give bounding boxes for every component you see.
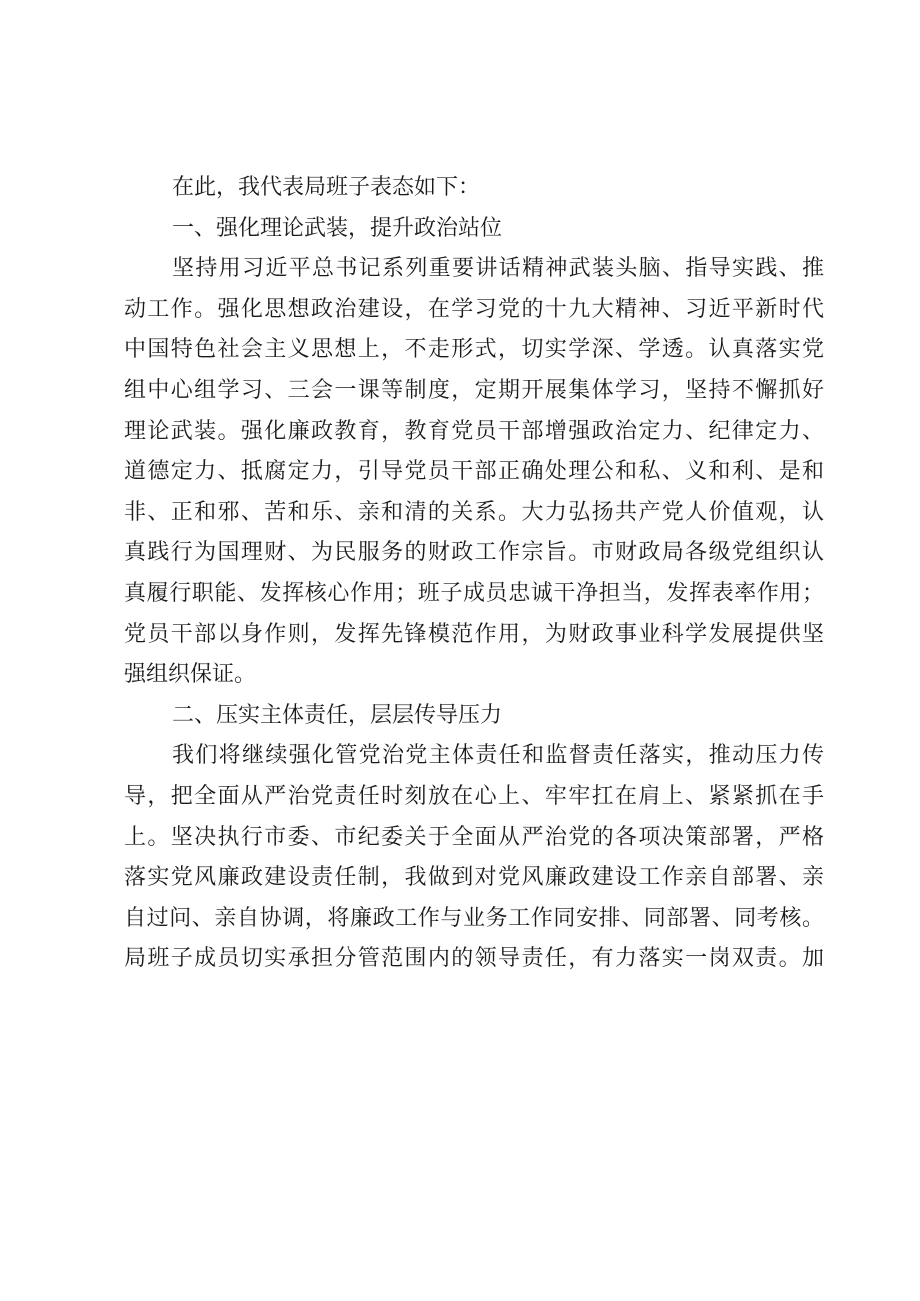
- paragraph-line: 非、正和邪、苦和乐、亲和清的关系。大力弘扬共产党人价值观，认: [124, 499, 824, 525]
- paragraph-line: 党员干部以身作则，发挥先锋模范作用，为财政事业科学发展提供坚: [124, 621, 824, 647]
- paragraph-line: 局班子成员切实承担分管范围内的领导责任，有力落实一岗双责。加: [124, 946, 824, 972]
- paragraph-line: 组中心组学习、三会一课等制度，定期开展集体学习，坚持不懈抓好: [124, 377, 824, 403]
- paragraph-line: 坚持用习近平总书记系列重要讲话精神武装头脑、指导实践、推: [172, 256, 824, 282]
- paragraph-line: 我们将继续强化管党治党主体责任和监督责任落实，推动压力传: [172, 743, 824, 769]
- paragraph-line: 落实党风廉政建设责任制，我做到对党风廉政建设工作亲自部署、亲: [124, 865, 824, 891]
- paragraph-line: 道德定力、抵腐定力，引导党员干部正确处理公和私、义和利、是和: [124, 459, 824, 485]
- paragraph-line: 理论武装。强化廉政教育，教育党员干部增强政治定力、纪律定力、: [124, 418, 824, 444]
- section-heading-1: 一、强化理论武装，提升政治站位: [172, 215, 503, 241]
- paragraph-line: 自过问、亲自协调，将廉政工作与业务工作同安排、同部署、同考核。: [124, 905, 824, 931]
- paragraph-line: 中国特色社会主义思想上，不走形式，切实学深、学透。认真落实党: [124, 337, 824, 363]
- paragraph-line: 真履行职能、发挥核心作用；班子成员忠诚干净担当，发挥表率作用；: [124, 580, 824, 606]
- paragraph-intro: 在此，我代表局班子表态如下：: [172, 175, 481, 200]
- paragraph-line: 强组织保证。: [124, 662, 257, 688]
- document-body: [124, 168, 824, 980]
- paragraph-line: 上。坚决执行市委、市纪委关于全面从严治党的各项决策部署，严格: [124, 824, 824, 850]
- paragraph-line: 真践行为国理财、为民服务的财政工作宗旨。市财政局各级党组织认: [124, 540, 824, 566]
- paragraph-line: 导，把全面从严治党责任时刻放在心上、牢牢扛在肩上、紧紧抓在手: [124, 783, 824, 809]
- section-heading-2: 二、压实主体责任，层层传导压力: [172, 702, 503, 728]
- paragraph-line: 动工作。强化思想政治建设，在学习党的十九大精神、习近平新时代: [124, 296, 824, 322]
